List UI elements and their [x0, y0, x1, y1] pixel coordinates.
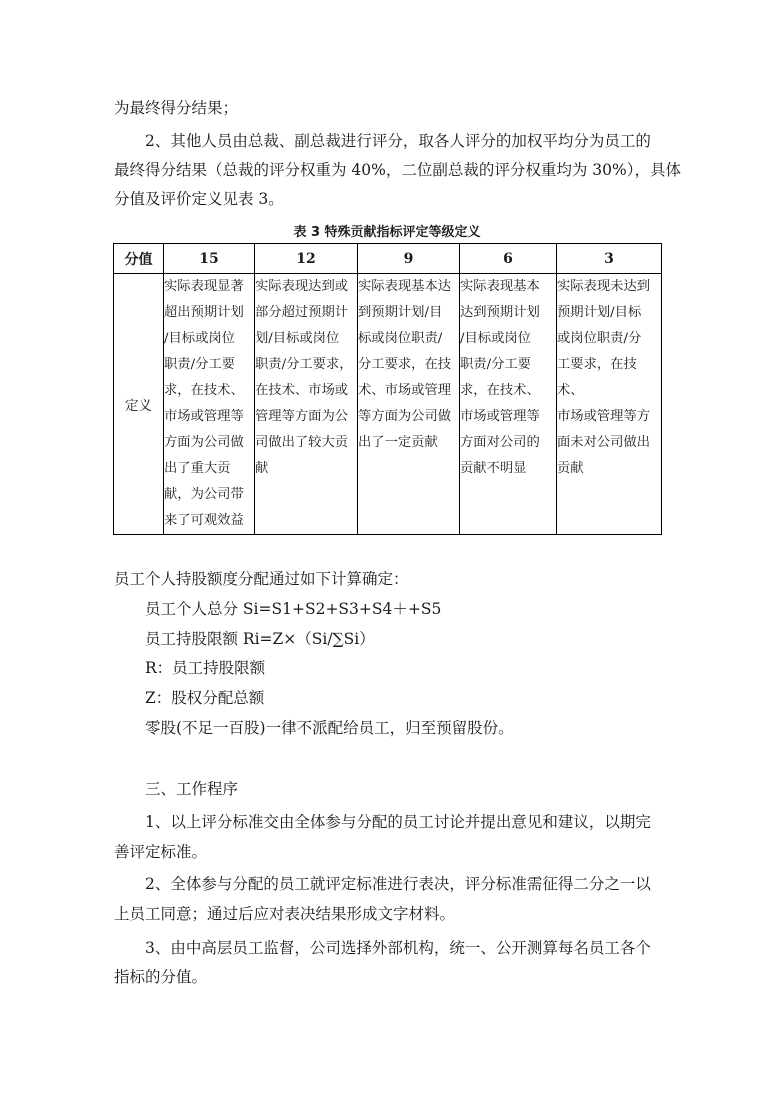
table-row: [114, 274, 662, 535]
header-cell: 6: [460, 244, 557, 274]
table-header-row: [114, 244, 662, 274]
header-cell: 9: [358, 244, 460, 274]
paragraph-line: 善评定标准。: [114, 843, 208, 861]
formula-z-definition: Z：股权分配总额: [145, 689, 265, 707]
header-cell-score: 分值: [114, 244, 164, 274]
paragraph-line: 最终得分结果（总裁的评分权重为 40%，二位副总裁的评分权重均为 30%），具体: [114, 161, 682, 179]
header-cell: 15: [164, 244, 255, 274]
paragraph-line: 指标的分值。: [114, 968, 208, 986]
paragraph-line: 3、由中高层员工监督，公司选择外部机构，统一、公开测算每名员工各个: [145, 939, 651, 957]
paragraph-line: 上员工同意；通过后应对表决结果形成文字材料。: [114, 905, 456, 923]
formula-total: 员工个人总分 Si=S1+S2+S3+S4＋+S5: [145, 600, 442, 618]
definition-cell: 实际表现基本达 到预期计划/目 标或岗位职责/ 分工要求，在技 术、市场或管理 等方面为公司做 出了一定贡献: [358, 274, 460, 535]
paragraph-line: 为最终得分结果；: [114, 99, 239, 117]
contribution-grade-table: [113, 243, 662, 535]
header-cell: 3: [557, 244, 662, 274]
paragraph-line: 分值及评价定义见表 3。: [114, 190, 284, 208]
formula-limit: 员工持股限额 Ri=Z×（Si/∑Si）: [145, 630, 375, 648]
definition-cell: 实际表现显著 超出预期计划 /目标或岗位 职责/分工要 求，在技术、 市场或管理等 方面为公司做 出了重大贡 献，为公司带 来了可观效益: [164, 274, 255, 535]
definition-cell: 实际表现达到或 部分超过预期计 划/目标或岗位 职责/分工要求， 在技术、市场或 管理等方面为公 司做出了较大贡 献: [255, 274, 358, 535]
definition-cell: 实际表现未达到 预期计划/目标 或岗位职责/分 工要求，在技术、 市场或管理等方 面未对公司做出 贡献: [557, 274, 662, 535]
header-cell: 12: [255, 244, 358, 274]
formula-r-definition: R：员工持股限额: [145, 659, 266, 677]
paragraph-line: 2、全体参与分配的员工就评定标准进行表决，评分标准需征得二分之一以: [145, 875, 651, 893]
paragraph-line: 2、其他人员由总裁、副总裁进行评分，取各人评分的加权平均分为员工的: [145, 132, 651, 150]
definition-cell: 实际表现基本 达到预期计划 /目标或岗位 职责/分工要 求，在技术、 市场或管理等 方面对公司的 贡献不明显: [460, 274, 557, 535]
row-label-definition: 定义: [114, 274, 164, 535]
section-title: 三、工作程序: [145, 780, 239, 798]
paragraph-line: 1、以上评分标准交由全体参与分配的员工讨论并提出意见和建议，以期完: [145, 813, 651, 831]
formula-intro: 员工个人持股额度分配通过如下计算确定：: [114, 570, 409, 588]
odd-lot-rule: 零股(不足一百股)一律不派配给员工，归至预留股份。: [145, 719, 514, 737]
table-caption: 表 3 特殊贡献指标评定等级定义: [293, 225, 481, 240]
